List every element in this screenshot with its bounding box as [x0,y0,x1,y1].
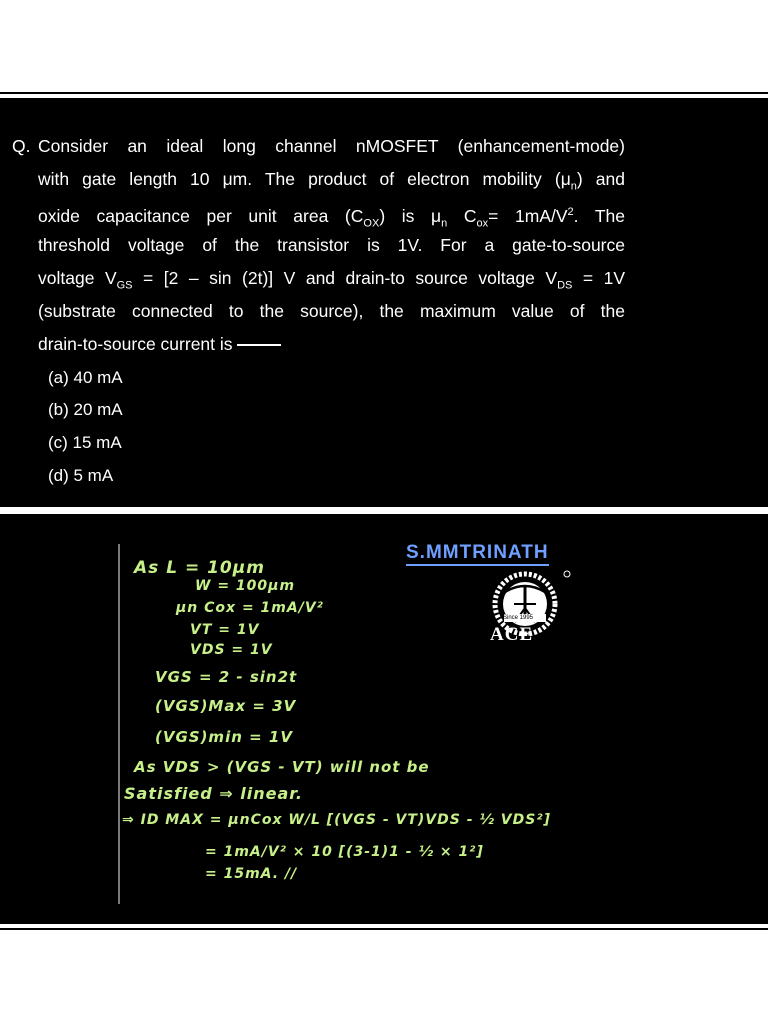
option-c: (c) 15 mA [48,433,122,452]
option-a: (a) 40 mA [48,368,123,387]
solution-line-10: Satisfied ⇒ linear. [124,784,303,803]
solution-line-11: ⇒ ID MAX = μnCox W/L [(VGS - VT)VDS - ½ VDS²] [122,812,551,828]
question-panel [0,98,768,507]
solution-line-7: (VGS)Max = 3V [155,697,297,715]
solution-line-1: As L = 10μm [134,558,265,578]
solution-line-2: W = 100μm [195,578,296,594]
logo-text: ACE [490,624,534,645]
question-line-2: with gate length 10 μm. The product of electron mobility $(\mu_n)$ and [38,169,625,193]
bottom-rule [0,928,768,930]
solution-line-8: (VGS)min = 1V [155,728,293,746]
question-line-7 [38,334,281,354]
solution-line-13: = 15mA. // [205,866,298,882]
question-line-6: (substrate connected to the source), the maximum value of the [38,301,625,321]
solution-line-12: = 1mA/V² × 10 [(3-1)1 - ½ × 1²] [205,844,484,860]
logo-since-text: Since 1995 [503,615,534,621]
top-rule [0,92,768,94]
solution-line-3: μn Cox = 1mA/V² [176,600,324,616]
option-d: (d) 5 mA [48,466,114,485]
solution-line-6: VGS = 2 - sin2t [155,668,298,686]
solution-line-4: VT = 1V [190,622,260,638]
question-line-1: Consider an ideal long channel nMOSFET (enhancement-mode) [38,136,625,156]
question-label: Q. [12,136,31,156]
notebook-margin-line [118,544,120,904]
solution-panel [0,514,768,924]
question-line-3: oxide capacitance per unit area $(C_{OX})$ is $\mu_n$ $C_{ox}= 1mA/V^2$. The [38,205,626,230]
question-line-5: voltage $V_{GS} = [2 - \sin (2t)]$ V and drain-to source voltage $V_{DS} = 1V$ [38,268,625,292]
option-b: (b) 20 mA [48,400,123,419]
author-name: S.MMTRINATH [406,542,549,566]
answer-blank [237,344,281,346]
solution-line-5: VDS = 1V [190,642,273,658]
question-line-4: threshold voltage of the transistor is 1V. For a gate-to-source [38,235,625,255]
question-line-7-text: drain-to-source current is [38,334,233,354]
solution-line-9: As VDS > (VGS - VT) will not be [134,758,430,776]
